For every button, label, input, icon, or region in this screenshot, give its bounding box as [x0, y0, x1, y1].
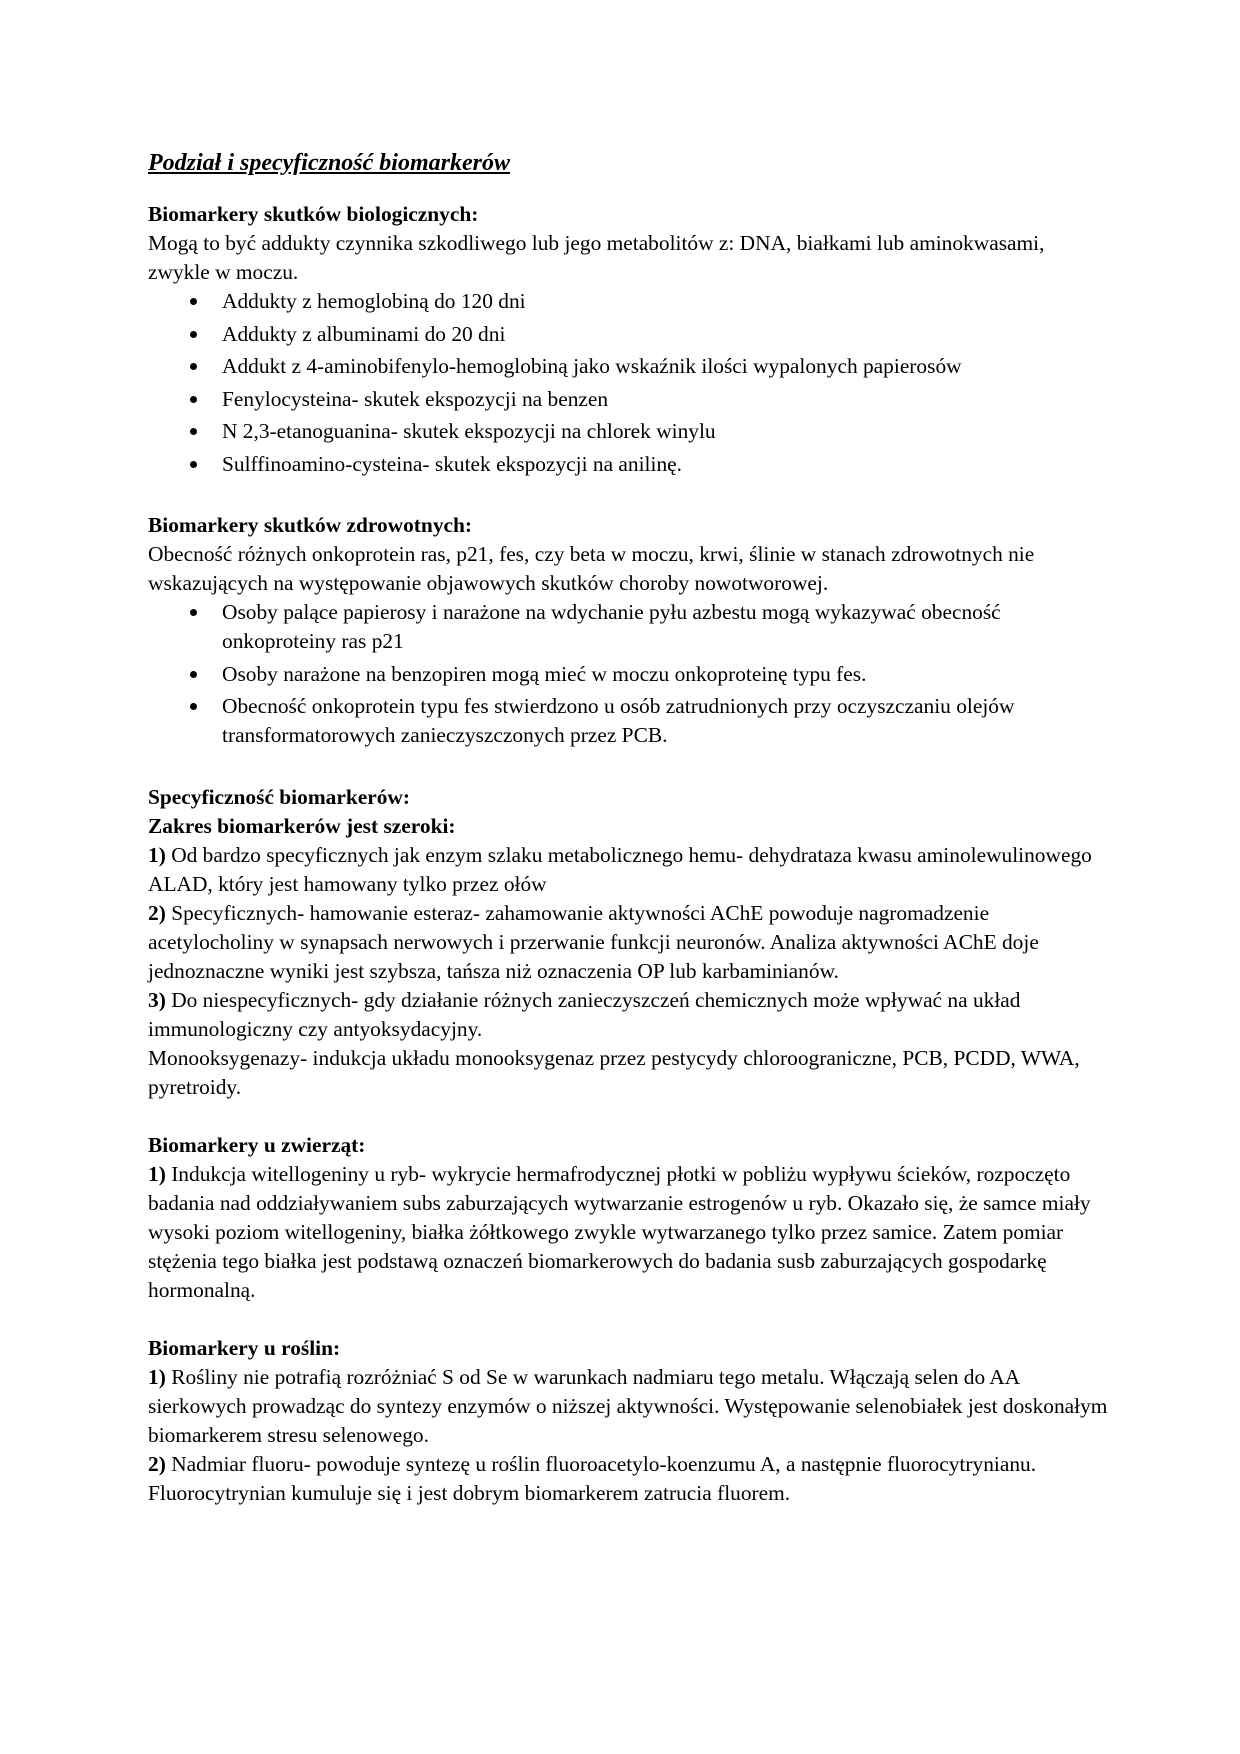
section-plants: [148, 1334, 1108, 1508]
section-intro: Obecność różnych onkoprotein ras, p21, fes, czy beta w moczu, krwi, ślinie w stanach zdrowotnych nie wskazujących na występowanie objawowych skutków choroby nowotworowej.: [148, 542, 1035, 595]
section-heading: Biomarkery u zwierząt:: [148, 1132, 366, 1157]
item-number: 1): [148, 1364, 166, 1389]
numbered-item: [148, 1363, 1108, 1450]
item-text: Do niespecyficznych- gdy działanie różnych zanieczyszczeń chemicznych może wpływać na układ immunologiczny czy antyoksydacyjny.: [148, 987, 1021, 1041]
bullet-item: Sulffinoamino-cysteina- skutek ekspozycji na anilinę.: [222, 450, 1108, 479]
item-number: 2): [148, 1451, 166, 1476]
section-heading: Biomarkery skutków biologicznych:: [148, 202, 479, 226]
item-number: 1): [148, 1161, 166, 1186]
item-text: Specyficznych- hamowanie esteraz- zahamowanie aktywności AChE powoduje nagromadzenie acetylocholiny w synapsach nerwowych i przerwanie funkcji neuronów. Analiza aktywności AChE doje jednoznaczne wyniki jest szybsza, tańsza niż oznaczenia OP lub karbaminianów.: [148, 900, 1039, 983]
section-intro: Mogą to być addukty czynnika szkodliwego lub jego metabolitów z: DNA, białkami lub aminokwasami, zwykle w moczu.: [148, 231, 1045, 284]
section-biological-effects: [148, 200, 1108, 479]
document-page: [148, 148, 1108, 1508]
bullet-item: Osoby narażone na benzopiren mogą mieć w moczu onkoproteinę typu fes.: [222, 660, 1108, 689]
section-heading: Specyficzność biomarkerów:: [148, 784, 410, 809]
bullet-item: Osoby palące papierosy i narażone na wdychanie pyłu azbestu mogą wykazywać obecność onkoproteiny ras p21: [222, 598, 1108, 656]
numbered-item: [148, 899, 1108, 986]
section-heading: Biomarkery u roślin:: [148, 1335, 341, 1360]
bullet-list: [148, 287, 1108, 479]
extra-paragraph: Monooksygenazy- indukcja układu monooksygenaz przez pestycydy chloroograniczne, PCB, PCDD, WWA, pyretroidy.: [148, 1045, 1080, 1099]
bullet-item: Obecność onkoprotein typu fes stwierdzono u osób zatrudnionych przy oczyszczaniu olejów transformatorowych zanieczyszczonych przez PCB.: [222, 692, 1108, 750]
numbered-item: [148, 986, 1108, 1044]
item-text: Nadmiar fluoru- powoduje syntezę u roślin fluoroacetylo-koenzumu A, a następnie fluorocytrynianu. Fluorocytrynian kumuluje się i jest dobrym biomarkerem zatrucia fluorem.: [148, 1451, 1037, 1505]
section-specificity: [148, 783, 1108, 1102]
section-health-effects: [148, 511, 1108, 750]
section-animals: [148, 1131, 1108, 1305]
item-number: 2): [148, 900, 166, 925]
bullet-item: N 2,3-etanoguanina- skutek ekspozycji na chlorek winylu: [222, 417, 1108, 446]
item-text: Indukcja witellogeniny u ryb- wykrycie hermafrodycznej płotki w pobliżu wypływu ścieków, rozpoczęto badania nad oddziaływaniem subs zaburzających wytwarzanie estrogenów u ryb. Okazało się, że samce miały wysoki poziom witellogeniny, białka żółtkowego zwykle wytwarzanego tylko przez samice. Zatem pomiar stężenia tego białka jest podstawą oznaczeń biomarkerowych do badania susb zaburzających gospodarkę hormonalną.: [148, 1161, 1091, 1302]
bullet-item: Addukt z 4-aminobifenylo-hemoglobiną jako wskaźnik ilości wypalonych papierosów: [222, 352, 1108, 381]
bullet-item: Addukty z albuminami do 20 dni: [222, 320, 1108, 349]
bullet-item: Addukty z hemoglobiną do 120 dni: [222, 287, 1108, 316]
numbered-item: [148, 1160, 1108, 1305]
document-title: Podział i specyficzność biomarkerów: [148, 150, 510, 176]
bullet-item: Fenylocysteina- skutek ekspozycji na benzen: [222, 385, 1108, 414]
section-heading: Biomarkery skutków zdrowotnych:: [148, 513, 473, 537]
numbered-item: [148, 1450, 1108, 1508]
numbered-item: [148, 841, 1108, 899]
item-text: Od bardzo specyficznych jak enzym szlaku metabolicznego hemu- dehydrataza kwasu aminolewulinowego ALAD, który jest hamowany tylko przez ołów: [148, 842, 1092, 896]
section-subheading: Zakres biomarkerów jest szeroki:: [148, 813, 456, 838]
item-number: 1): [148, 842, 166, 867]
item-text: Rośliny nie potrafią rozróżniać S od Se w warunkach nadmiaru tego metalu. Włączają selen do AA sierkowych prowadząc do syntezy enzymów o niższej aktywności. Występowanie selenobiałek jest doskonałym biomarkerem stresu selenowego.: [148, 1364, 1108, 1447]
item-number: 3): [148, 987, 166, 1012]
bullet-list: [148, 598, 1108, 750]
